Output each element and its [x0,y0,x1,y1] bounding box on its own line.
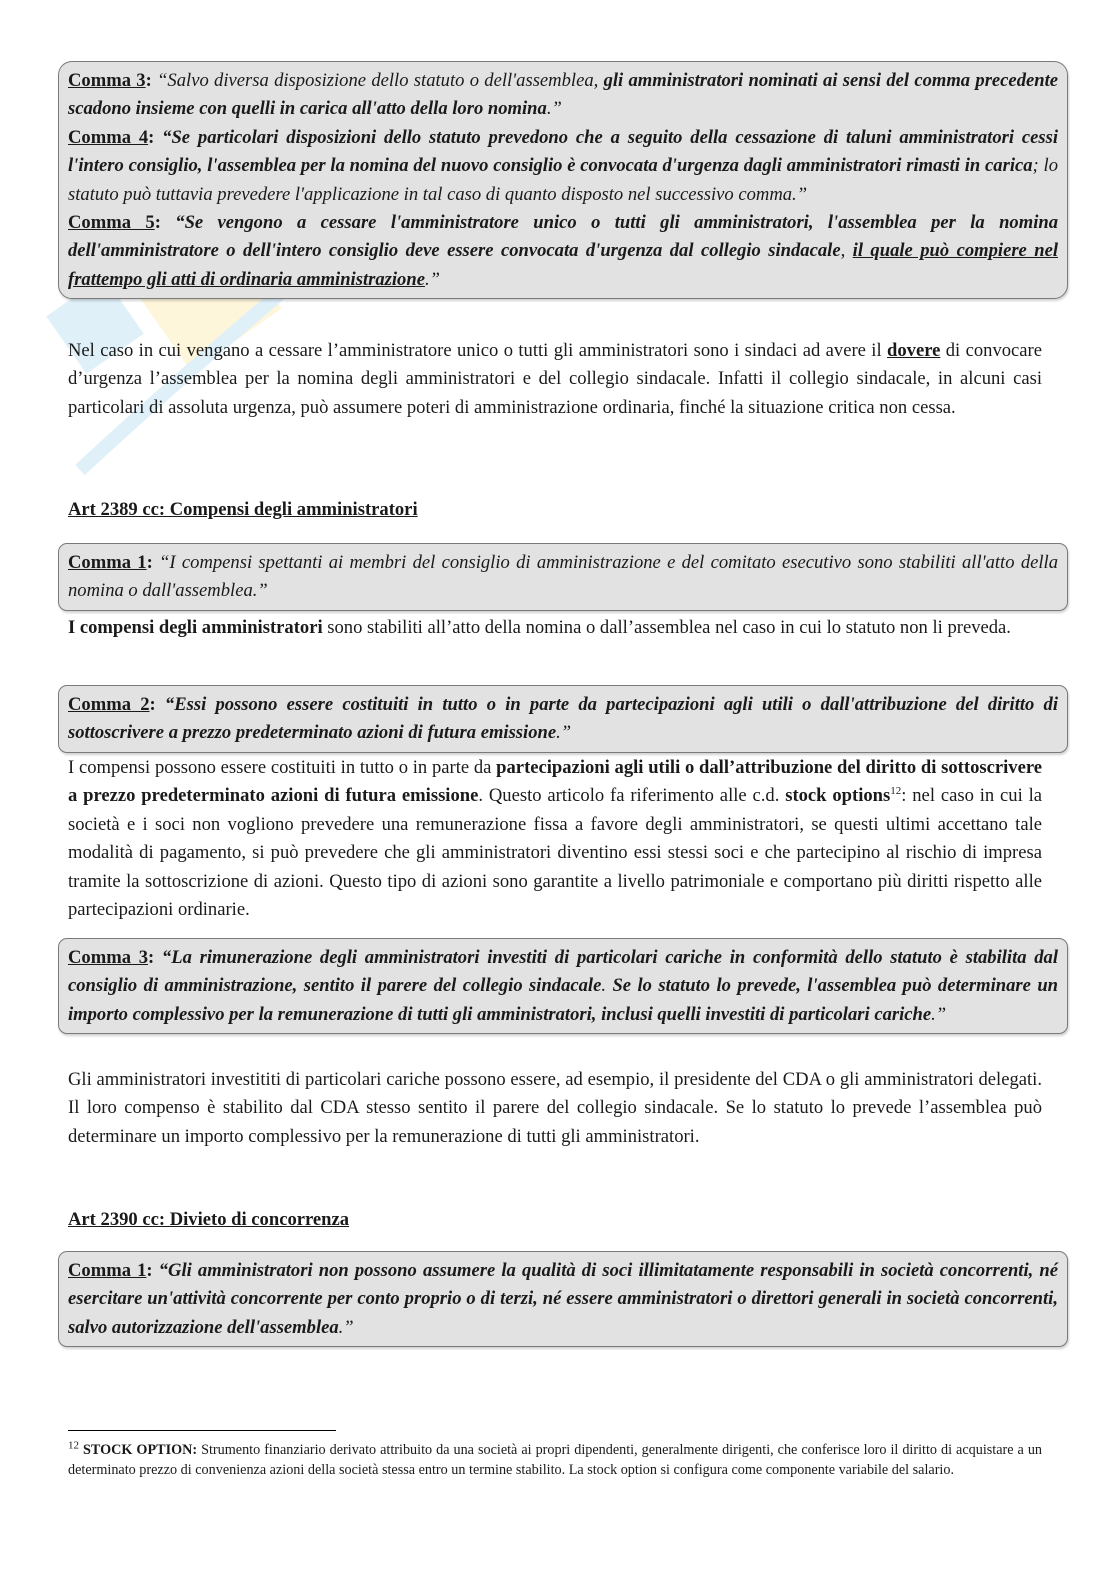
paragraph-3-text: I compensi possono essere costituiti in tutto o in parte da [68,757,497,778]
comma-1b-label: Comma 1 [68,1260,147,1281]
paragraph-2-bold: I compensi degli amministratori [68,617,323,638]
comma-2-label: Comma 2 [68,694,150,715]
comma-box-2389-3: Comma 3: “La rimunerazione degli amministratori investiti di particolari cariche in conformità dello statuto è stabilita dal consiglio di amministrazione, sentito il parere del collegio sindacale. Se lo statuto lo prevede, l'assemblea può determinare un importo complessivo per la remunerazione di tutti gli amministratori, inclusi quelli investiti di particolari cariche.” [58,938,1068,1034]
comma-2-end: .” [556,722,572,744]
comma-3-bold: gli amministratori nominati ai sensi del comma precedente scadono insieme con quelli in carica all'atto della loro nomina [68,70,1058,120]
paragraph-3 [68,754,1042,924]
heading-art-2390: Art 2390 cc: Divieto di concorrenza [68,1209,350,1230]
paragraph-2 [68,614,1042,642]
paragraph-2-text: sono stabiliti all’atto della nomina o dall’assemblea nel caso in cui lo statuto non li preveda. [322,617,1011,638]
comma-3b-label: Comma 3 [68,947,149,968]
comma-3b-text: “La rimunerazione degli amministratori investiti di particolari cariche in conformità dello statuto è stabilita dal consiglio di amministrazione, sentito il parere del collegio sindacale [68,947,1059,997]
footnote-12 [68,1440,1042,1480]
comma-5-label: Comma 5 [68,212,155,234]
paragraph-3-rest: : nel caso in cui la società e i soci non vogliono prevedere una remunerazione fissa a favore degli amministratori, se questi ultimi accettano tale modalità di pagamento, si può prevedere che gli amministratori diventino essi stessi soci e che partecipino al rischio di impresa tramite la sottoscrizione di azioni. Questo tipo di azioni sono garantite a livello patrimoniale e comportano più diritti rispetto alle partecipazioni ordinarie. [68,785,1043,921]
comma-5-end: .” [424,268,440,290]
comma-1-text: “I compensi spettanti ai membri del consiglio di amministrazione e del comitato esecutivo sono stabiliti all'atto della nomina o dall'assemblea.” [68,552,1058,602]
comma-4-bold: “Se particolari disposizioni dello statuto prevedono che a seguito della cessazione di taluni amministratori cessi l'intero consiglio, l'assemblea per la nomina del nuovo consiglio è convocata d'urgenza dagli amministratori rimasti in carica [68,126,1058,177]
footnote-ref-12[interactable]: 12 [890,785,902,798]
comma-2-text: “Essi possono essere costituiti in tutto o in parte da partecipazioni agli utili o dall'attribuzione del diritto di sottoscrivere a prezzo predeterminato azioni di futura emissione [68,694,1058,744]
paragraph-1-text: Nel caso in cui vengano a cessare l’amministratore unico o tutti gli amministratori sono i sindaci ad avere il [68,340,888,361]
footnote-title: STOCK OPTION: [83,1442,198,1458]
heading-art-2389: Art 2389 cc: Compensi degli amministratori [68,499,418,520]
comma-5-underlined: il quale può compiere nel frattempo gli atti di ordinaria amministrazione [68,240,1058,290]
paragraph-1 [68,337,1042,422]
paragraph-4: Gli amministratori investititi di particolari cariche possono essere, ad esempio, il presidente del CDA o gli amministratori delegati. Il loro compenso è stabilito dal CDA stesso sentito il parere del collegio sindacale. Se lo statuto lo prevede l’assemblea può determinare un importo complessivo per la remunerazione di tutti gli amministratori. [68,1069,1042,1147]
comma-3-text: “Salvo diversa disposizione dello statuto o dell'assemblea, [157,70,604,91]
paragraph-1-rest: di convocare d’urgenza l’assemblea per la nomina degli amministratori e del collegio sindacale. Infatti il collegio sindacale, in alcuni casi particolari di assoluta urgenza, può assumere poteri di amministrazione ordinaria, finché la situazione critica non cessa. [68,340,1043,418]
comma-3-end: .” [546,98,562,120]
comma-3-label: Comma 3 [68,70,146,91]
comma-4-text: ; lo statuto può tuttavia prevedere l'applicazione in tal caso di quanto disposto nel successivo comma.” [68,155,1058,205]
comma-3b-sep: . [601,975,613,997]
comma-box-art2386: Comma 3: “Salvo diversa disposizione dello statuto o dell'assemblea, gli amministratori nominati ai sensi del comma precedente scadono insieme con quelli in carica all'atto della loro nomina.” Comma 4: “Se particolari disposizioni dello statuto prevedono che a seguito della cessazione di taluni amministratori cessi l'intero consiglio, l'assemblea per la nomina del nuovo consiglio è convocata d'urgenza dagli amministratori rimasti in carica; lo statuto può tuttavia prevedere l'applicazione in tal caso di quanto disposto nel successivo comma.” Comma 5: “Se vengono a cessare l'amministratore unico o tutti gli amministratori, l'assemblea per la nomina dell'amministratore o dell'intero consiglio deve essere convocata d'urgenza dal collegio sindacale, il quale può compiere nel frattempo gli atti di ordinaria amministrazione.” [58,61,1068,299]
comma-1b-end: .” [338,1316,354,1338]
comma-1-label: Comma 1 [68,552,147,573]
comma-4-label: Comma 4 [68,126,149,148]
footnote-number: 12 [68,1439,79,1452]
comma-3b-text-2: Se lo statuto lo prevede, l'assemblea può determinare un importo complessivo per la remunerazione di tutti gli amministratori, inclusi quelli investiti di particolari cariche [68,975,1058,1025]
stock-options-term: stock options [785,785,891,807]
comma-box-2390-1: Comma 1: “Gli amministratori non possono assumere la qualità di soci illimitatamente responsabili in società concorrenti, né esercitare un'attività concorrente per conto proprio o di terzi, né essere amministratori o direttori generali in società concorrenti, salvo autorizzazione dell'assemblea.” [58,1251,1068,1347]
comma-box-2389-1: Comma 1: “I compensi spettanti ai membri del consiglio di amministrazione e del comitato esecutivo sono stabiliti all'atto della nomina o dall'assemblea.” [58,543,1068,611]
comma-1b-text: “Gli amministratori non possono assumere la qualità di soci illimitatamente responsabili in società concorrenti, né esercitare un'attività concorrente per conto proprio o di terzi, né essere amministratori o direttori generali in società concorrenti, salvo autorizzazione dell'assemblea [68,1260,1058,1338]
comma-box-2389-2: Comma 2: “Essi possono essere costituiti in tutto o in parte da partecipazioni agli utili o dall'attribuzione del diritto di sottoscrivere a prezzo predeterminato azioni di futura emissione.” [58,685,1068,753]
paragraph-1-emphasis: dovere [887,340,941,361]
comma-5-sep: , [840,240,853,262]
paragraph-3-mid: . Questo articolo fa riferimento alle c.d. [478,785,786,807]
comma-3b-end: .” [931,1003,947,1025]
comma-5-bold: “Se vengono a cessare l'amministratore unico o tutti gli amministratori, l'assemblea per la nomina dell'amministratore o dell'intero consiglio deve essere convocata d'urgenza dal collegio sindacale [68,212,1058,262]
footnote-text: Strumento finanziario derivato attribuito da una società ai propri dipendenti, generalmente dirigenti, che conferisce loro il diritto di acquistare a un determinato prezzo di convenienza azioni della società stessa entro un termine stabilito. La stock option si configura come componente variabile del salario. [68,1442,1043,1478]
paragraph-3-bold: partecipazioni agli utili o dall’attribuzione del diritto di sottoscrivere a prezzo predeterminato azioni di futura emissione [68,757,1042,807]
footnote-divider [68,1430,336,1431]
